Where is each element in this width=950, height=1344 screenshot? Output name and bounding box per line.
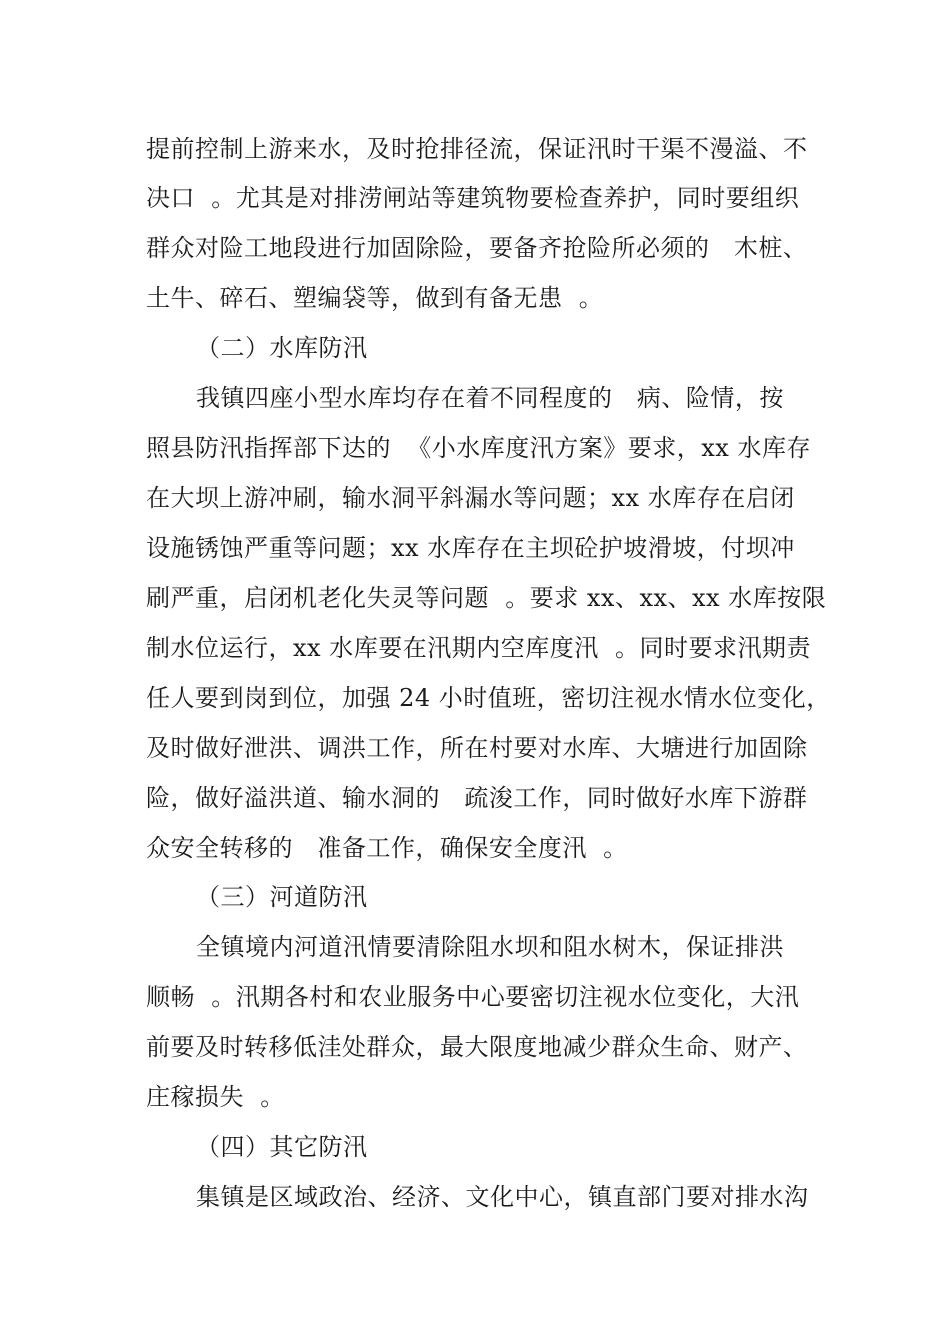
body-text-line: 设施锈蚀严重等问题；xx 水库存在主坝砼护坡滑坡，付坝冲 (146, 534, 795, 562)
body-text-line: 众安全转移的 准备工作，确保安全度汛 。 (146, 834, 628, 862)
body-text-line: 任人要到岗到位，加强 24 小时值班，密切注视水情水位变化， (146, 684, 831, 712)
body-text-line: 顺畅 。汛期各村和农业服务中心要密切注视水位变化，大汛 (146, 983, 800, 1011)
body-text-line: 决口 。尤其是对排涝闸站等建筑物要检查养护，同时要组织 (146, 184, 800, 212)
body-text-line: 及时做好泄洪、调洪工作，所在村要对水库、大塘进行加固除 (146, 734, 808, 762)
body-text-line: 刷严重，启闭机老化失灵等问题 。要求 xx、xx、xx 水库按限 (146, 584, 827, 612)
section-heading-reservoir: （二）水库防汛 (196, 334, 368, 362)
body-text-line: 集镇是区域政治、经济、文化中心，镇直部门要对排水沟 (196, 1183, 809, 1211)
body-text-line: 前要及时转移低洼处群众，最大限度地减少群众生命、财产、 (146, 1033, 808, 1061)
body-text-line: 土牛、碎石、塑编袋等，做到有备无患 。 (146, 284, 604, 312)
section-heading-other: （四）其它防汛 (196, 1133, 368, 1161)
body-text-line: 制水位运行，xx 水库要在汛期内空库度汛 。同时要求汛期责 (146, 634, 811, 662)
body-text-line: 提前控制上游来水，及时抢排径流，保证汛时干渠不漫溢、不 (146, 135, 808, 163)
body-text-line: 全镇境内河道汛情要清除阻水坝和阻水树木，保证排洪 (196, 933, 784, 961)
body-text-line: 庄稼损失 。 (146, 1083, 285, 1111)
section-heading-river: （三）河道防汛 (196, 883, 368, 911)
body-text-line: 我镇四座小型水库均存在着不同程度的 病、险情，按 (196, 384, 784, 412)
body-text-line: 群众对险工地段进行加固除险，要备齐抢险所必须的 木桩、 (146, 234, 808, 262)
body-text-line: 在大坝上游冲刷，输水洞平斜漏水等问题；xx 水库存在启闭 (146, 484, 795, 512)
body-text-line: 险，做好溢洪道、输水洞的 疏浚工作，同时做好水库下游群 (146, 784, 808, 812)
body-text-line: 照县防汛指挥部下达的 《小水库度汛方案》要求，xx 水库存 (146, 434, 811, 462)
